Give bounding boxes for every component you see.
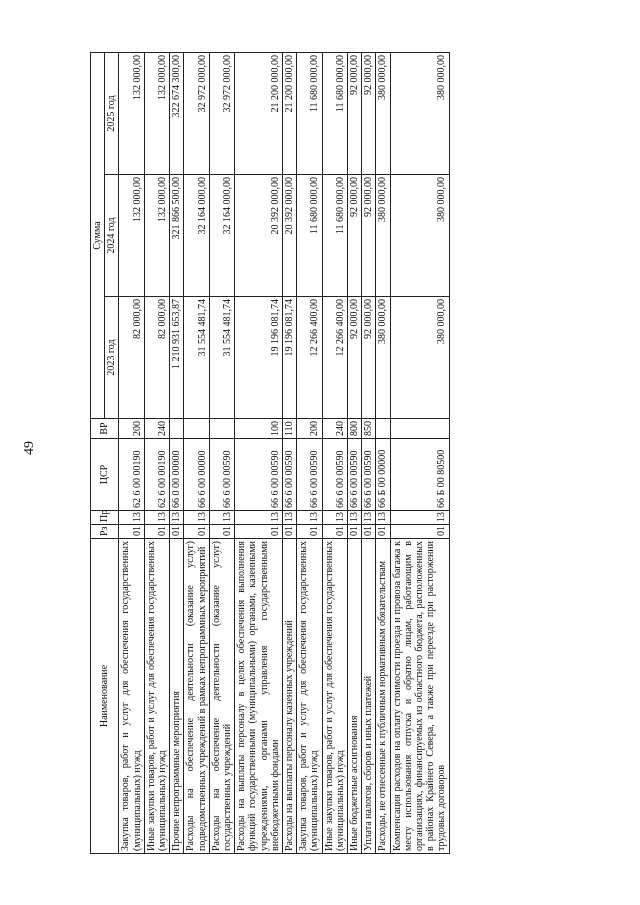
row-vr — [209, 419, 234, 439]
table-row — [144, 53, 169, 854]
header-2025: 2025 год — [105, 53, 119, 175]
row-amount-2025: 32 972 000,00 — [184, 53, 209, 175]
row-vr: 200 — [297, 419, 322, 439]
row-rz: 01 — [144, 525, 169, 539]
row-amount-2025: 380 000,00 — [390, 53, 449, 175]
row-pr: 13 — [209, 511, 234, 525]
header-vr: ВР — [91, 419, 119, 439]
row-name: Иные бюджетные ассигнования — [348, 539, 362, 854]
row-csr: 66 0 00 00000 — [170, 439, 184, 511]
row-amount-2023: 31 554 481,74 — [184, 297, 209, 419]
table-row — [184, 53, 209, 854]
row-csr: 66 Б 00 00000 — [376, 439, 390, 511]
row-amount-2024: 11 680 000,00 — [322, 175, 347, 297]
row-amount-2023: 31 554 481,74 — [209, 297, 234, 419]
row-amount-2023: 19 196 081,74 — [235, 297, 283, 419]
row-pr: 13 — [362, 511, 376, 525]
table-row — [119, 53, 144, 854]
row-pr: 13 — [235, 511, 283, 525]
row-name: Прочие непрограммные мероприятия — [170, 539, 184, 854]
row-csr: 62 6 00 00190 — [119, 439, 144, 511]
row-pr: 13 — [184, 511, 209, 525]
row-amount-2025: 11 680 000,00 — [322, 53, 347, 175]
row-amount-2023: 92 000,00 — [362, 297, 376, 419]
row-name: Компенсация расходов на оплату стоимости проезда и провоза багажа к месту использования отпуска и обратно лицам, работающим в организациях, финансируемых из областного бюджета, расположенных в районах Крайнего Севера, а также при переезде при расторжении трудовых договоров — [390, 539, 449, 854]
row-csr: 66 6 00 00590 — [362, 439, 376, 511]
row-amount-2023: 82 000,00 — [144, 297, 169, 419]
row-amount-2023: 1 210 931 653,87 — [170, 297, 184, 419]
row-vr — [170, 419, 184, 439]
row-amount-2023: 82 000,00 — [119, 297, 144, 419]
row-amount-2025: 21 200 000,00 — [283, 53, 297, 175]
table-header-row — [91, 53, 105, 854]
row-amount-2024: 20 392 000,00 — [235, 175, 283, 297]
table-row — [235, 53, 283, 854]
row-amount-2025: 92 000,00 — [362, 53, 376, 175]
row-rz: 01 — [390, 525, 449, 539]
header-pr: Пр — [91, 511, 119, 525]
row-amount-2023: 12 266 400,00 — [297, 297, 322, 419]
row-rz: 01 — [119, 525, 144, 539]
row-amount-2025: 322 674 300,00 — [170, 53, 184, 175]
row-amount-2024: 132 000,00 — [144, 175, 169, 297]
table-row — [348, 53, 362, 854]
budget-table — [90, 52, 450, 854]
row-amount-2024: 32 164 000,00 — [184, 175, 209, 297]
row-name: Закупка товаров, работ и услуг для обеспечения государственных (муниципальных) нужд — [297, 539, 322, 854]
row-amount-2023: 19 196 081,74 — [283, 297, 297, 419]
row-rz: 01 — [209, 525, 234, 539]
row-name: Расходы, не отнесенные к публичным нормативным обязательствам — [376, 539, 390, 854]
row-amount-2025: 32 972 000,00 — [209, 53, 234, 175]
row-amount-2023: 12 266 400,00 — [322, 297, 347, 419]
row-rz: 01 — [283, 525, 297, 539]
header-rz: Рз — [91, 525, 119, 539]
row-rz: 01 — [322, 525, 347, 539]
row-pr: 13 — [170, 511, 184, 525]
row-vr: 240 — [322, 419, 347, 439]
row-csr: 66 6 00 00590 — [235, 439, 283, 511]
page-number: 49 — [22, 441, 37, 455]
row-amount-2024: 132 000,00 — [119, 175, 144, 297]
row-pr: 13 — [144, 511, 169, 525]
row-vr: 240 — [144, 419, 169, 439]
header-2024: 2024 год — [105, 175, 119, 297]
row-name: Иные закупки товаров, работ и услуг для обеспечения государственных (муниципальных) нужд — [322, 539, 347, 854]
row-csr: 66 6 00 00590 — [348, 439, 362, 511]
table-row — [376, 53, 390, 854]
row-vr: 110 — [283, 419, 297, 439]
row-amount-2024: 380 000,00 — [376, 175, 390, 297]
table-row — [170, 53, 184, 854]
row-rz: 01 — [297, 525, 322, 539]
header-2023: 2023 год — [105, 297, 119, 419]
row-pr: 13 — [297, 511, 322, 525]
header-csr: ЦСР — [91, 439, 119, 511]
row-pr: 13 — [119, 511, 144, 525]
row-name: Расходы на выплаты персоналу казенных учреждений — [283, 539, 297, 854]
row-amount-2025: 380 000,00 — [376, 53, 390, 175]
table-row — [362, 53, 376, 854]
row-pr: 13 — [283, 511, 297, 525]
table-row — [209, 53, 234, 854]
row-amount-2025: 132 000,00 — [119, 53, 144, 175]
row-amount-2025: 92 000,00 — [348, 53, 362, 175]
row-rz: 01 — [235, 525, 283, 539]
row-csr: 66 6 00 00590 — [322, 439, 347, 511]
row-amount-2024: 11 680 000,00 — [297, 175, 322, 297]
row-amount-2025: 21 200 000,00 — [235, 53, 283, 175]
row-rz: 01 — [376, 525, 390, 539]
row-csr: 66 Б 00 80500 — [390, 439, 449, 511]
row-amount-2023: 92 000,00 — [348, 297, 362, 419]
row-rz: 01 — [348, 525, 362, 539]
row-amount-2024: 92 000,00 — [362, 175, 376, 297]
row-rz: 01 — [362, 525, 376, 539]
row-vr: 800 — [348, 419, 362, 439]
row-vr: 100 — [235, 419, 283, 439]
row-rz: 01 — [184, 525, 209, 539]
row-csr: 66 6 00 00000 — [184, 439, 209, 511]
row-rz: 01 — [170, 525, 184, 539]
row-csr: 66 6 00 00590 — [209, 439, 234, 511]
row-name: Расходы на обеспечение деятельности (оказание услуг) подведомственных учреждений в рамках непрограммных мероприятий — [184, 539, 209, 854]
row-vr — [390, 419, 449, 439]
row-amount-2024: 321 866 500,00 — [170, 175, 184, 297]
row-amount-2024: 92 000,00 — [348, 175, 362, 297]
row-csr: 62 6 00 00190 — [144, 439, 169, 511]
row-name: Иные закупки товаров, работ и услуг для обеспечения государственных (муниципальных) нужд — [144, 539, 169, 854]
table-row — [390, 53, 449, 854]
row-amount-2023: 380 000,00 — [376, 297, 390, 419]
table-row — [283, 53, 297, 854]
row-csr: 66 6 00 00590 — [297, 439, 322, 511]
row-pr: 13 — [348, 511, 362, 525]
row-amount-2023: 380 000,00 — [390, 297, 449, 419]
row-name: Уплата налогов, сборов и иных платежей — [362, 539, 376, 854]
row-name: Расходы на выплаты персоналу в целях обеспечения выполнения функций государственными (муниципальными) органами, казенными учреждениями, органами управления государственными внебюджетными фондами — [235, 539, 283, 854]
table-row — [297, 53, 322, 854]
row-name: Закупка товаров, работ и услуг для обеспечения государственных (муниципальных) нужд — [119, 539, 144, 854]
row-pr: 13 — [390, 511, 449, 525]
row-vr — [376, 419, 390, 439]
row-csr: 66 6 00 00590 — [283, 439, 297, 511]
row-vr — [184, 419, 209, 439]
row-amount-2025: 132 000,00 — [144, 53, 169, 175]
row-amount-2025: 11 680 000,00 — [297, 53, 322, 175]
row-amount-2024: 32 164 000,00 — [209, 175, 234, 297]
header-name: Наименование — [91, 539, 119, 854]
row-name: Расходы на обеспечение деятельности (оказание услуг) государственных учреждений — [209, 539, 234, 854]
row-vr: 850 — [362, 419, 376, 439]
row-pr: 13 — [322, 511, 347, 525]
table-row — [322, 53, 347, 854]
row-vr: 200 — [119, 419, 144, 439]
row-amount-2024: 380 000,00 — [390, 175, 449, 297]
row-pr: 13 — [376, 511, 390, 525]
budget-table-rotated — [90, 53, 552, 854]
header-sum: Сумма — [91, 53, 105, 419]
row-amount-2024: 20 392 000,00 — [283, 175, 297, 297]
table-body — [119, 53, 449, 854]
